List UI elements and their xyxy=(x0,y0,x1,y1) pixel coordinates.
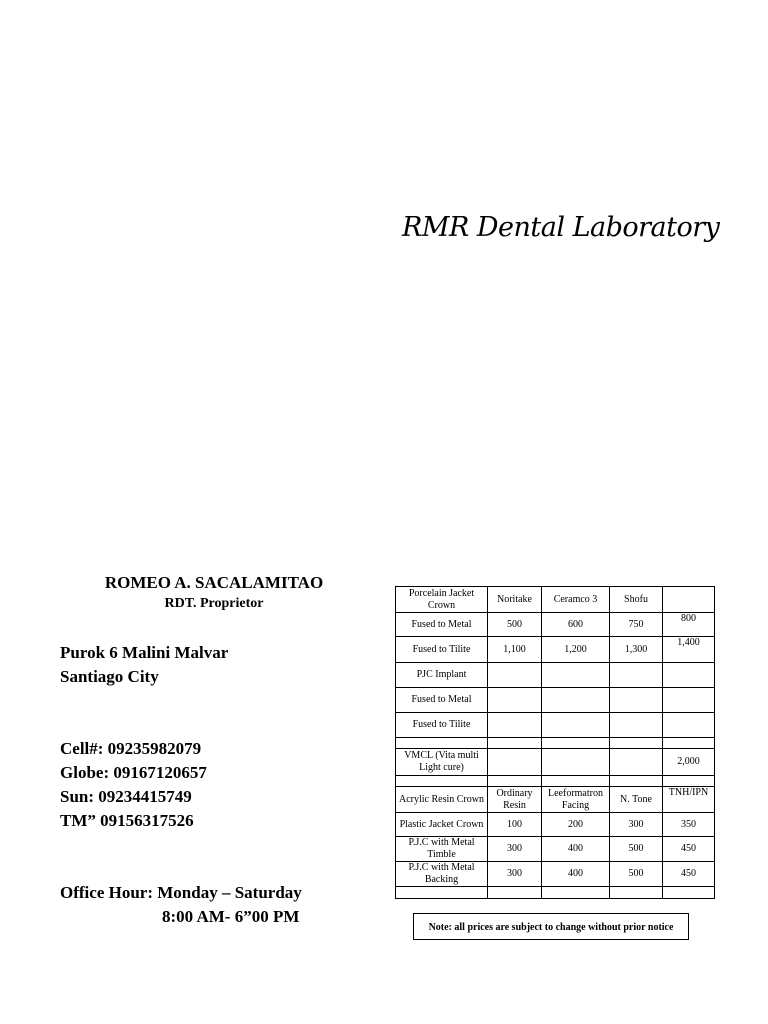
table-cell xyxy=(663,738,715,749)
table-cell xyxy=(488,738,542,749)
address-line-2: Santiago City xyxy=(60,667,159,686)
table-row xyxy=(396,787,715,813)
table-row xyxy=(396,587,715,613)
table-cell: Fused to Metal xyxy=(396,688,488,713)
table-cell: 400 xyxy=(542,837,610,862)
table-cell xyxy=(488,713,542,738)
table-cell xyxy=(396,887,488,899)
cell-number: Cell#: 09235982079 xyxy=(60,739,202,758)
table-cell: 1,200 xyxy=(542,637,610,663)
table-cell: VMCL (Vita multi Light cure) xyxy=(396,749,488,776)
table-cell: 750 xyxy=(610,613,663,637)
table-cell: Fused to Tilite xyxy=(396,637,488,663)
table-cell: P.J.C with Metal Backing xyxy=(396,862,488,887)
table-cell xyxy=(663,887,715,899)
table-cell: 800 xyxy=(663,613,715,637)
table-cell: 200 xyxy=(542,813,610,837)
proprietor-name: ROMEO A. SACALAMITAO xyxy=(104,573,324,592)
table-cell: Ordinary Resin xyxy=(488,787,542,813)
table-row xyxy=(396,713,715,738)
table-cell: P.J.C with Metal Timble xyxy=(396,837,488,862)
table-cell: 1,400 xyxy=(663,637,715,663)
table-cell: Acrylic Resin Crown xyxy=(396,787,488,813)
proprietor-title: RDT. Proprietor xyxy=(164,596,264,611)
table-cell: N. Tone xyxy=(610,787,663,813)
table-cell xyxy=(663,688,715,713)
table-cell xyxy=(542,663,610,688)
table-cell: 450 xyxy=(663,862,715,887)
table-cell xyxy=(488,887,542,899)
table-row xyxy=(396,862,715,887)
table-row xyxy=(396,663,715,688)
table-cell: 500 xyxy=(488,613,542,637)
table-cell xyxy=(663,713,715,738)
table-cell xyxy=(610,738,663,749)
table-cell: 600 xyxy=(542,613,610,637)
table-cell: 300 xyxy=(488,862,542,887)
table-row xyxy=(396,637,715,663)
table-cell: 350 xyxy=(663,813,715,837)
table-cell: 500 xyxy=(610,862,663,887)
globe-number: Globe: 09167120657 xyxy=(60,763,207,782)
table-cell xyxy=(488,688,542,713)
table-cell xyxy=(610,887,663,899)
table-row xyxy=(396,837,715,862)
table-row xyxy=(396,776,715,787)
table-cell: 300 xyxy=(488,837,542,862)
table-cell: Shofu xyxy=(610,587,663,613)
table-cell xyxy=(396,776,488,787)
table-cell xyxy=(488,749,542,776)
table-cell: 300 xyxy=(610,813,663,837)
table-row xyxy=(396,813,715,837)
table-cell: Noritake xyxy=(488,587,542,613)
table-cell: 450 xyxy=(663,837,715,862)
table-cell: TNH/IPN xyxy=(663,787,715,813)
table-cell: 500 xyxy=(610,837,663,862)
price-table xyxy=(395,586,715,899)
table-row xyxy=(396,688,715,713)
table-cell: Ceramco 3 xyxy=(542,587,610,613)
table-cell: 2,000 xyxy=(663,749,715,776)
table-cell xyxy=(542,688,610,713)
table-cell: Porcelain Jacket Crown xyxy=(396,587,488,613)
table-cell xyxy=(488,776,542,787)
sun-number: Sun: 09234415749 xyxy=(60,787,192,806)
table-cell xyxy=(663,776,715,787)
table-cell: PJC Implant xyxy=(396,663,488,688)
table-cell xyxy=(542,776,610,787)
table-cell xyxy=(610,663,663,688)
table-cell: Fused to Tilite xyxy=(396,713,488,738)
table-row xyxy=(396,887,715,899)
table-cell xyxy=(610,688,663,713)
table-cell: 1,300 xyxy=(610,637,663,663)
table-cell xyxy=(542,713,610,738)
table-cell: Fused to Metal xyxy=(396,613,488,637)
table-cell: Leeformatron Facing xyxy=(542,787,610,813)
table-cell xyxy=(610,776,663,787)
office-hours-time: 8:00 AM- 6”00 PM xyxy=(162,907,300,926)
table-cell xyxy=(396,738,488,749)
table-cell xyxy=(542,749,610,776)
table-row xyxy=(396,738,715,749)
table-cell: 1,100 xyxy=(488,637,542,663)
table-cell xyxy=(663,587,715,613)
table-cell xyxy=(542,887,610,899)
table-cell: Plastic Jacket Crown xyxy=(396,813,488,837)
table-row xyxy=(396,613,715,637)
price-note: Note: all prices are subject to change without prior notice xyxy=(413,913,689,940)
tm-number: TM” 09156317526 xyxy=(60,811,194,830)
table-cell xyxy=(542,738,610,749)
table-cell: 400 xyxy=(542,862,610,887)
table-row xyxy=(396,749,715,776)
table-cell: 100 xyxy=(488,813,542,837)
table-cell xyxy=(610,713,663,738)
address-line-1: Purok 6 Malini Malvar xyxy=(60,643,229,662)
lab-title: RMR Dental Laboratory xyxy=(402,212,720,243)
office-hours-days: Office Hour: Monday – Saturday xyxy=(60,883,302,902)
table-cell xyxy=(663,663,715,688)
table-cell xyxy=(610,749,663,776)
table-cell xyxy=(488,663,542,688)
